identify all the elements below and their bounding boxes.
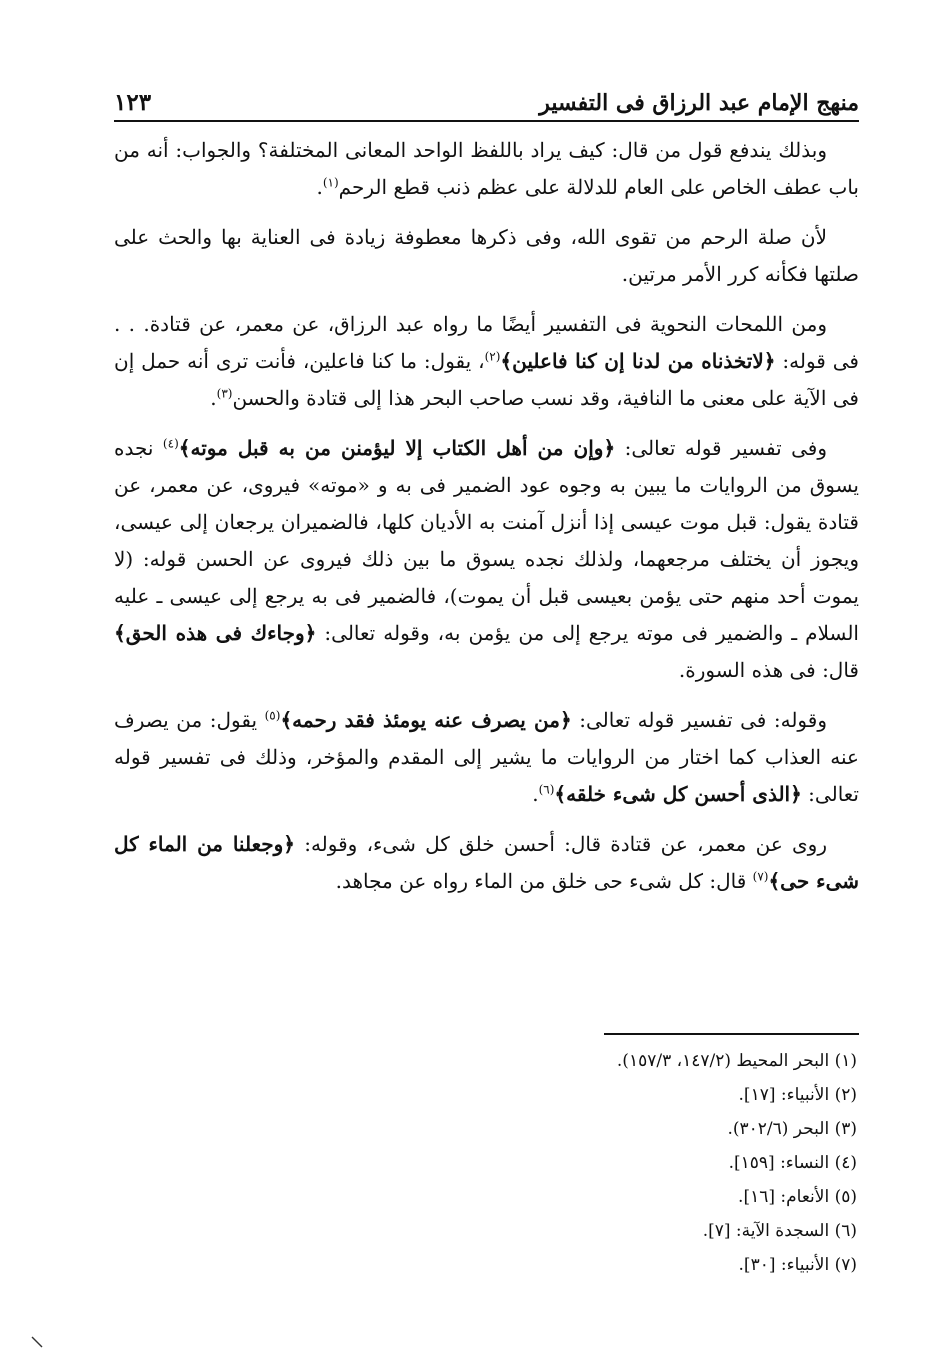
footnote-item: (٦) السجدة الآية: [٧]. <box>702 1221 857 1241</box>
text-run: نجده يسوق من الروايات ما يبين به وجوه عود الضمير فى به و «موته» فيروى، عن معمر، عن قتادة يقول: قبل موت عيسى إذا أنزل آمنت به الأديان كلها، فالضميران يرجعان إلى عيسى، ويجوز أن يختلف مرجعهما، ولذلك نجده يسوق ما بين ذلك فيروى عن الحسن قوله: (لا يموت أحد منهم حتى يؤمن بعيسى قبل أن يموت)، فالضمير فى به يرجع إلى عيسى ـ عليه السلام ـ والضمير فى موته يرجع إلى من يؤمن به، وقوله تعالى: <box>114 436 859 645</box>
paragraph-p6 <box>114 826 859 900</box>
text-run: لأن صلة الرحم من تقوى الله، وفى ذكرها معطوفة زيادة فى العناية بها والحث على صلتها فكأنه كرر الأمر مرتين. <box>114 225 859 286</box>
page-number: ١٢٣ <box>114 89 152 116</box>
text-run: قال: فى هذه السورة. <box>678 658 859 682</box>
footnote-separator <box>604 1033 859 1035</box>
footnote-ref: (١) <box>322 175 339 190</box>
footnote-item: (٥) الأنعام: [١٦]. <box>738 1187 857 1207</box>
quran-verse: ﴿وإن من أهل الكتاب إلا ليؤمنن من به قبل موته﴾ <box>178 436 616 460</box>
footnote-ref: (٦) <box>538 782 555 797</box>
footnote-item: (٧) الأنبياء: [٣٠]. <box>738 1255 857 1275</box>
paragraph-p5 <box>114 702 859 813</box>
text-run: وفى تفسير قوله تعالى: <box>615 436 828 460</box>
text-run: . <box>532 782 539 806</box>
quran-verse: ﴿لاتخذناه من لدنا إن كنا فاعلين﴾ <box>500 349 776 373</box>
text-run: ومن اللمحات النحوية فى التفسير أيضًا ما رواه عبد الرزاق، عن معمر، عن قتادة. . . فى قوله: <box>114 312 859 373</box>
footnote-item: (١) البحر المحيط (١٤٧/٢، ١٥٧/٣). <box>616 1051 857 1071</box>
paragraph-p3 <box>114 306 859 417</box>
text-run: يقول: من يصرف عنه العذاب كما اختار من الروايات ما يشير إلى المقدم والمؤخر، وذلك فى تفسير قوله تعالى: <box>114 708 859 806</box>
scan-mark <box>30 1335 44 1349</box>
footnote-item: (٣) البحر (٣٠٢/٦). <box>727 1119 857 1139</box>
text-run: . <box>210 386 217 410</box>
running-title: منهج الإمام عبد الرزاق فى التفسير <box>539 90 859 116</box>
text-run: وقوله: فى تفسير قوله تعالى: <box>571 708 827 732</box>
quran-verse: ﴿من يصرف عنه يومئذ فقد رحمه﴾ <box>280 708 572 732</box>
footnote-ref: (٥) <box>264 708 281 723</box>
paragraph-p2 <box>114 219 859 293</box>
text-run: وبذلك يندفع قول من قال: كيف يراد باللفظ الواحد المعانى المختلفة؟ والجواب: أنه من باب عطف الخاص على العام للدلالة على عظم ذنب قطع الرحم <box>114 138 859 199</box>
text-run: ، يقول: ما كنا فاعلين، فأنت ترى أنه حمل إن فى الآية على معنى ما النافية، وقد نسب صاحب البحر هذا إلى قتادة والحسن <box>114 349 859 410</box>
text-run: . <box>316 175 323 199</box>
paragraph-p1 <box>114 132 859 206</box>
page-header <box>114 72 859 122</box>
footnote-item: (٤) النساء: [١٥٩]. <box>728 1153 857 1173</box>
quran-verse: ﴿وجاءك فى هذه الحق﴾ <box>114 621 317 645</box>
main-text <box>114 132 859 913</box>
paragraph-p4 <box>114 430 859 689</box>
footnote-ref: (٢) <box>484 349 501 364</box>
footnote-ref: (٣) <box>216 386 233 401</box>
footnote-item: (٢) الأنبياء: [١٧]. <box>738 1085 857 1105</box>
quran-verse: ﴿وجعلنا من الماء كل شىء حى﴾ <box>114 832 859 893</box>
footnotes-list <box>114 1044 857 1282</box>
footnote-ref: (٧) <box>752 869 769 884</box>
text-run: روى عن معمر، عن قتادة قال: أحسن خلق كل شىء، وقوله: <box>294 832 828 856</box>
text-run: قال: كل شىء حى خلق من الماء رواه عن مجاهد. <box>335 869 753 893</box>
quran-verse: ﴿الذى أحسن كل شىء خلقه﴾ <box>554 782 802 806</box>
footnote-ref: (٤) <box>162 436 179 451</box>
